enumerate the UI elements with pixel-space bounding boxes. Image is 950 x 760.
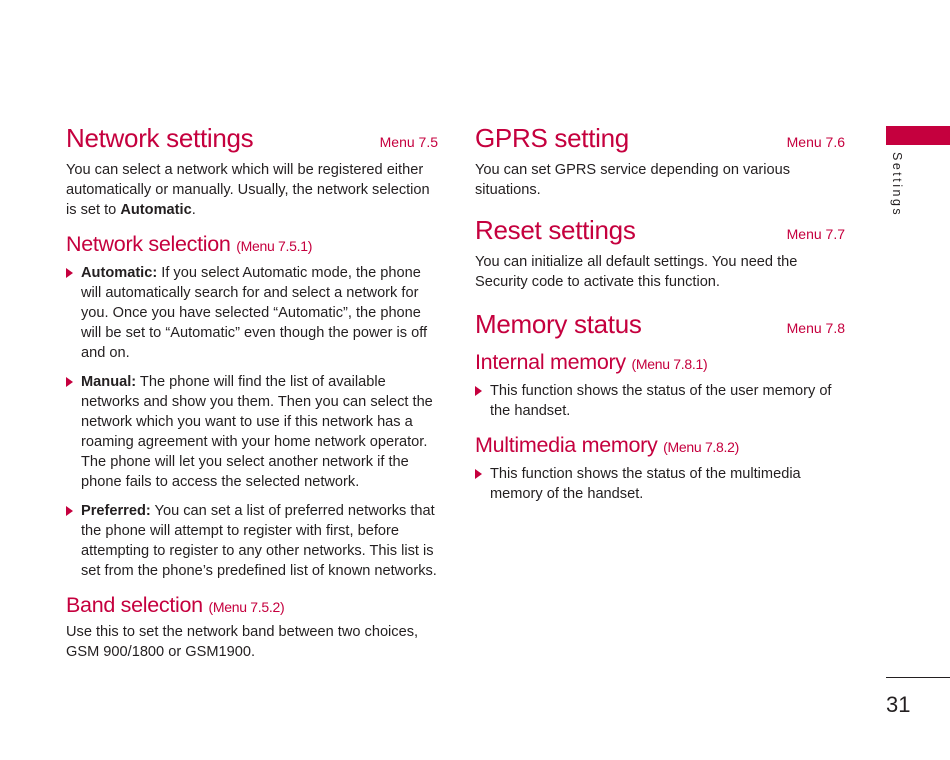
band-selection-text: Use this to set the network band between two choices, GSM 900/1800 or GSM1900. xyxy=(66,624,419,660)
bullet-arrow-icon xyxy=(66,506,73,516)
memory-status-title: Memory status xyxy=(475,309,642,339)
bullet-label: Manual: xyxy=(81,374,137,390)
reset-settings-title: Reset settings xyxy=(475,215,636,245)
bullet-arrow-icon xyxy=(475,469,482,479)
automatic-emphasis: Automatic xyxy=(120,202,192,218)
network-selection-title: Network selection xyxy=(66,232,231,256)
network-settings-menu-ref: Menu 7.5 xyxy=(379,134,438,150)
internal-memory-heading xyxy=(475,350,845,375)
page-number: 31 xyxy=(886,692,911,717)
reset-menu-ref: Menu 7.7 xyxy=(786,226,845,242)
left-column xyxy=(66,120,438,662)
network-settings-intro: You can select a network which will be registered either automatically or manually. Usually, the network selection is set to Automatic. xyxy=(66,162,430,218)
band-selection-heading xyxy=(66,593,438,618)
bullet-text: You can set a list of preferred networks that the phone will attempt to register with first, before attempting to register to any other networks. This list is set from the phone’s predefined list of known networks. xyxy=(81,503,437,579)
bullet-arrow-icon xyxy=(475,386,482,396)
multimedia-memory-menu-ref: (Menu 7.8.2) xyxy=(663,439,739,455)
network-selection-menu-ref: (Menu 7.5.1) xyxy=(236,238,313,254)
section-side-label: Settings xyxy=(890,152,904,218)
multimedia-memory-heading xyxy=(475,433,845,458)
network-settings-heading-row xyxy=(66,120,438,156)
reset-heading-row xyxy=(475,212,845,248)
bullet-text: If you select Automatic mode, the phone will automatically search for and select a network for you. Once you have selected “Automatic”, the phone will be set to “Automatic” even though the power is off and on. xyxy=(81,265,428,361)
bullet-preferred xyxy=(66,501,438,581)
bullet-text: This function shows the status of the user memory of the handset. xyxy=(490,383,832,419)
right-column xyxy=(475,120,845,504)
bullet-arrow-icon xyxy=(66,268,73,278)
bullet-label: Automatic: xyxy=(81,265,158,281)
band-selection-title: Band selection xyxy=(66,593,203,617)
page-number-rule xyxy=(886,677,950,678)
internal-memory-menu-ref: (Menu 7.8.1) xyxy=(631,356,708,372)
reset-text: You can initialize all default settings. You need the Security code to activate this function. xyxy=(475,254,798,290)
gprs-heading-row xyxy=(475,120,845,156)
gprs-menu-ref: Menu 7.6 xyxy=(786,134,845,150)
bullet-multimedia-memory xyxy=(475,464,845,504)
bullet-text: The phone will find the list of available networks and show you them. Then you can select the network which you want to use if this network has a roaming agreement with your home network operator. The phone will let you select another network if the phone fails to access the selected network. xyxy=(81,374,433,490)
section-tab-marker xyxy=(886,126,950,145)
bullet-internal-memory xyxy=(475,381,845,421)
bullet-arrow-icon xyxy=(66,377,73,387)
internal-memory-title: Internal memory xyxy=(475,350,626,374)
memory-menu-ref: Menu 7.8 xyxy=(786,320,845,336)
memory-heading-row xyxy=(475,306,845,342)
bullet-label: Preferred: xyxy=(81,503,151,519)
network-settings-title: Network settings xyxy=(66,123,254,153)
bullet-automatic xyxy=(66,263,438,363)
bullet-manual xyxy=(66,372,438,492)
network-selection-heading xyxy=(66,232,438,257)
band-selection-menu-ref: (Menu 7.5.2) xyxy=(208,599,285,615)
gprs-text: You can set GPRS service depending on various situations. xyxy=(475,162,791,198)
multimedia-memory-title: Multimedia memory xyxy=(475,433,658,457)
gprs-setting-title: GPRS setting xyxy=(475,123,629,153)
bullet-text: This function shows the status of the multimedia memory of the handset. xyxy=(490,466,801,502)
